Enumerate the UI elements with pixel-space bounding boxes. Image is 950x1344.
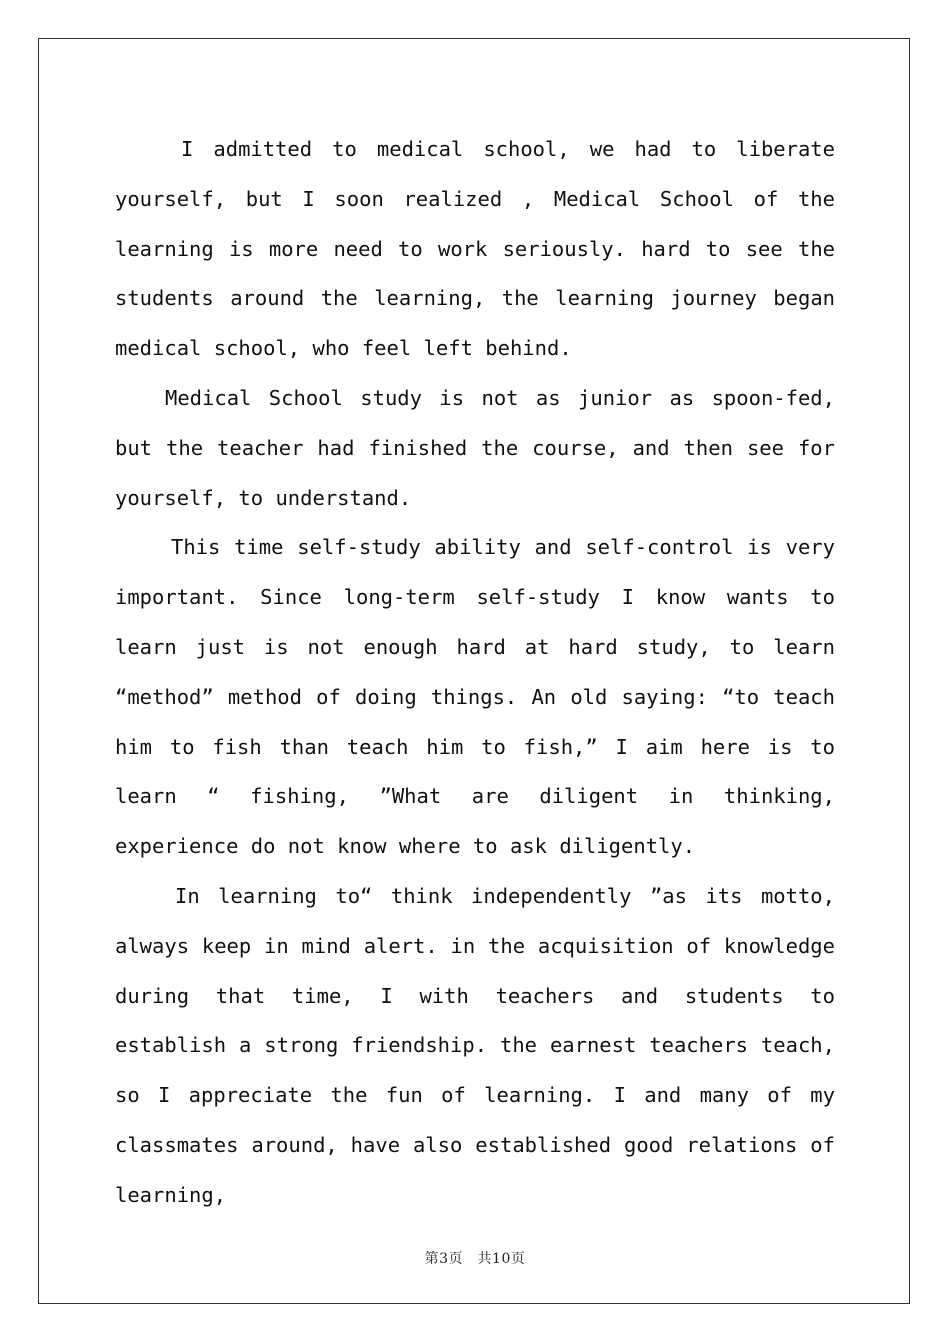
page-number-footer: 第3页 共10页 (424, 1251, 526, 1267)
paragraph-3: This time self-study ability and self-control is very important. Since long-term self-study I know wants to learn just is not enough hard at hard study, to learn “method” method of doing things. An old saying: “to teach him to fish than teach him to fish,” I aim here is to learn “ fishing, ”What are diligent in thinking, experience do not know where to ask diligently. (115, 535, 835, 859)
paragraph-2: Medical School study is not as junior as spoon-fed, but the teacher had finished the course, and then see for yourself, to understand. (115, 385, 835, 510)
paragraph-4: In learning to“ think independently ”as its motto, always keep in mind alert. in the acquisition of knowledge during that time, I with teachers and students to establish a strong friendship. the earnest teachers teach, so I appreciate the fun of learning. I and many of my classmates around, have also established good relations of learning, (115, 883, 835, 1207)
document-body (115, 125, 835, 1221)
paragraph-1: I admitted to medical school, we had to liberate yourself, but I soon realized , Medical School of the learning is more need to work seriously. hard to see the students around the learning, the learning journey began medical school, who feel left behind. (115, 137, 835, 361)
